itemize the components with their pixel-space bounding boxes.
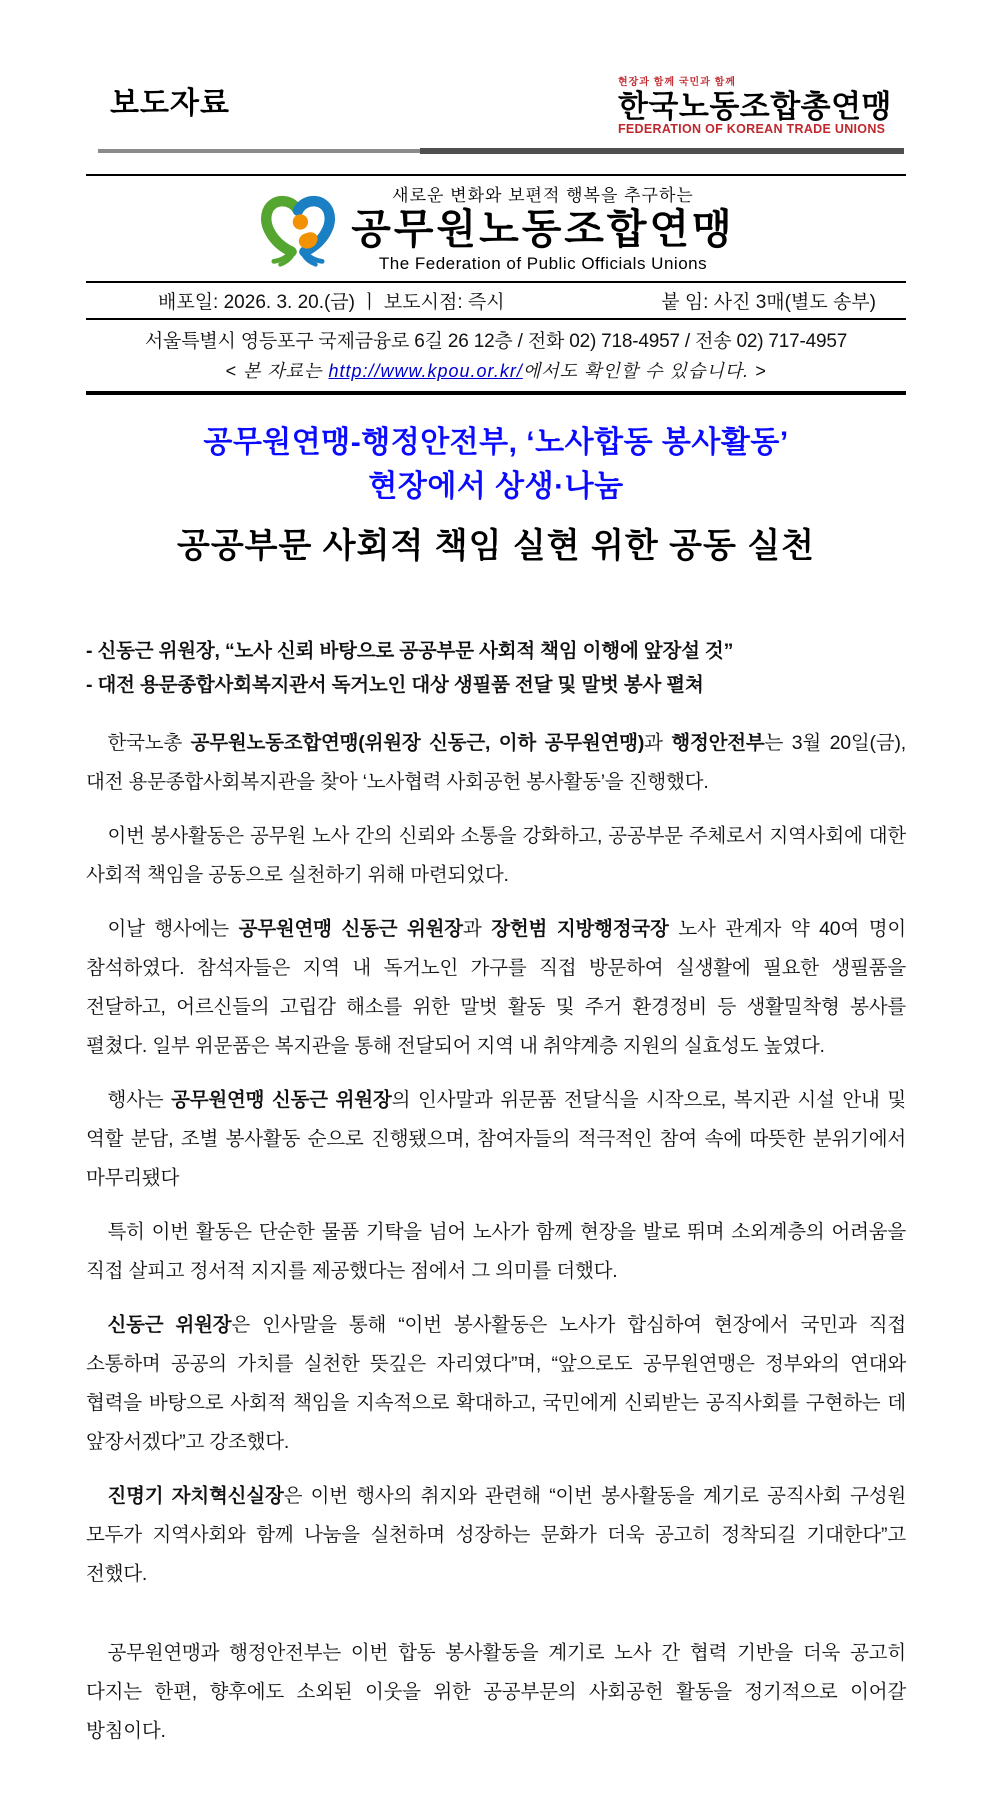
org-slogan: 새로운 변화와 보편적 행복을 추구하는 [392,186,694,206]
body-paragraph [86,1081,906,1198]
source-url-link[interactable]: http://www.kpou.or.kr/ [328,361,523,382]
masthead [86,78,906,146]
body-text-segment: 이번 봉사활동은 공무원 노사 간의 신뢰와 소통을 강화하고, 공공부문 주체로서 지역사회에 대한 사회적 책임을 공동으로 실천하기 위해 마련되었다. [86,825,906,887]
fktu-name: 한국노동조합총연맹 [617,88,892,124]
body-text-bold-segment: 행정안전부 [671,732,765,755]
body-text [86,724,906,1751]
address-line: 서울특별시 영등포구 국제금융로 6길 26 12층 / 전화 02) 718-4957 / 전송 02) 717-4957 [144,331,848,353]
source-note-suffix: 에서도 확인할 수 있습니다. > [522,361,767,382]
fktu-name-english: FEDERATION OF KOREAN TRADE UNIONS [617,122,886,137]
attachment-line: 붙 임: 사진 3매(별도 송부) [661,292,876,314]
body-text-segment: 한국노총 [107,732,191,755]
body-paragraph [86,1634,906,1751]
body-paragraph [86,910,906,1066]
body-text-segment: 노사 관계자 약 40여 명이 참석하였다. 참석자들은 지역 내 독거노인 가구를 직접 방문하여 실생활에 필요한 생필품을 전달하고, 어르신들의 고립감 해소를 위한 말벗 활동 및 주거 환경정비 등 생활밀착형 봉사를 펼쳤다. 일부 위문품은 복지관을 통해 전달되어 지역 내 취약계층 지원의 실효성도 높였다. [86,918,906,1058]
body-text-segment: 과 [462,918,492,941]
headline-blue-line1: 공무원연맹-행정안전부, ‘노사합동 봉사활동’ [203,426,789,460]
body-text-bold-segment: 공무원노동조합연맹(위원장 신동근, 이하 공무원연맹) [190,732,645,755]
body-text-segment: 의 인사말과 위문품 전달식을 시작으로, 복지관 시설 안내 및 역할 분담, 조별 봉사활동 순으로 진행됐으며, 참여자들의 적극적인 참여 속에 따뜻한 분위기에서 마무리됐다 [86,1089,906,1190]
masthead-divider-right [420,148,904,154]
release-date-line: 배포일: 2026. 3. 20.(금) ㅣ 보도시점: 즉시 [158,292,505,314]
press-release-label: 보도자료 [110,87,230,121]
org-banner [86,174,906,395]
body-text-bold-segment: 신동근 위원장 [107,1314,232,1337]
body-paragraph [86,1477,906,1594]
hands-heart-logo-icon [257,193,339,267]
banner-bottom-rule [86,391,906,395]
headline-blue [86,421,906,508]
body-paragraph [86,817,906,895]
summary-bullet: - 대전 용문종합사회복지관서 독거노인 대상 생필품 전달 및 말벗 봉사 펼쳐 [86,673,704,696]
body-text-segment: 은 인사말을 통해 “이번 봉사활동은 노사가 합심하여 현장에서 국민과 직접 소통하며 공공의 가치를 실천한 뜻깊은 자리였다”며, “앞으로도 공무원연맹은 정부와의 연대와 협력을 바탕으로 사회적 책임을 지속적으로 확대하고, 국민에게 신뢰받는 공직사회를 구현하는 데 앞장서겠다”고 강조했다. [86,1314,906,1454]
source-note-prefix: < 본 자료는 [225,361,329,382]
masthead-divider [98,148,904,154]
body-text-bold-segment: 공무원연맹 신동근 위원장 [171,1089,392,1112]
body-text-segment: 는 3월 20일(금), 대전 용문종합사회복지관을 찾아 ‘노사협력 사회공헌 봉사활동’을 진행했다. [86,732,906,794]
body-paragraph [86,724,906,802]
summary-bullets [86,635,906,702]
masthead-divider-left [98,149,420,153]
body-text-segment: 특히 이번 활동은 단순한 물품 기탁을 넘어 노사가 함께 현장을 발로 뛰며 소외계층의 어려움을 직접 살피고 정서적 지지를 제공했다는 점에서 그 의미를 더했다. [86,1221,906,1283]
org-name-english: The Federation of Public Officials Unions [378,254,708,274]
body-text-segment: 행사는 [107,1089,172,1112]
body-text-segment: 이날 행사에는 [107,918,239,941]
body-text-bold-segment: 장헌범 지방행정국장 [491,918,669,941]
body-text-bold-segment: 진명기 자치혁신실장 [107,1485,284,1508]
meta-row [86,283,906,318]
body-text-segment: 공무원연맹과 행정안전부는 이번 합동 봉사활동을 계기로 노사 간 협력 기반을 더욱 공고히 다지는 한편, 향후에도 소외된 이웃을 위한 공공부문의 사회공헌 활동을 정기적으로 이어갈 방침이다. [86,1642,906,1743]
body-paragraph [86,1306,906,1462]
body-text-segment: 과 [644,732,672,755]
fktu-slogan: 현장과 함께 국민과 함께 [617,77,736,88]
source-note [86,355,906,391]
fktu-logo [618,78,892,136]
body-text-segment: 은 이번 행사의 취지와 관련해 “이번 봉사활동을 계기로 공직사회 구성원 모두가 지역사회와 함께 나눔을 실천하며 성장하는 문화가 더욱 공고히 정착되길 기대한다”고 전했다. [86,1485,906,1586]
body-text-bold-segment: 공무원연맹 신동근 위원장 [238,918,463,941]
org-name: 공무원노동조합연맹 [351,206,735,253]
body-paragraph [86,1213,906,1291]
headline-blue-line2: 현장에서 상생·나눔 [368,469,624,503]
headline-black: 공공부문 사회적 책임 실현 위한 공동 실천 [176,527,816,566]
summary-bullet: - 신동근 위원장, “노사 신뢰 바탕으로 공공부문 사회적 책임 이행에 앞장설 것” [86,640,734,663]
